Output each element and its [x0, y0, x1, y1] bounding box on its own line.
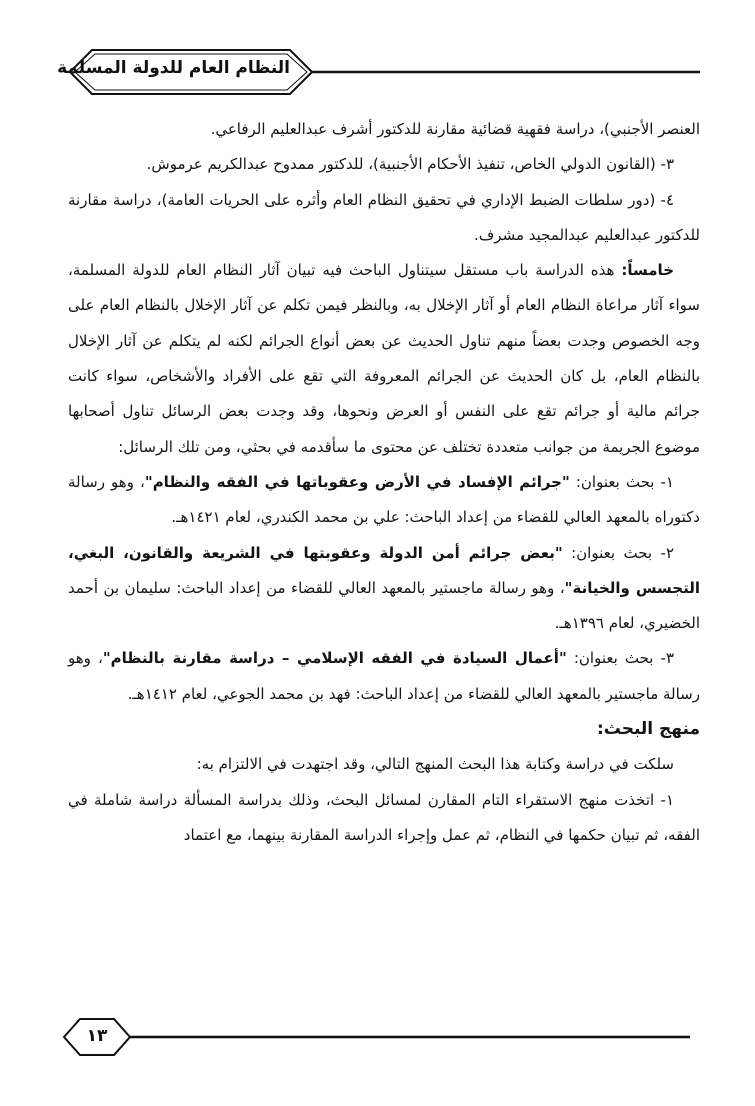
bold-text-span: "بعض جرائم أمن الدولة وعقوبتها في الشريعة والقانون، البغي، التجسس والخيانة"	[68, 543, 700, 597]
section-heading	[68, 712, 700, 747]
page-number: ١٣	[86, 1026, 108, 1046]
running-title: النظام العام للدولة المسلمة	[57, 58, 290, 78]
body-paragraph	[68, 253, 700, 465]
text-span: ، وهو رسالة ماجستير بالمعهد العالي للقضاء من إعداد الباحث: فهد بن محمد الجوعي، لعام ١٤١٢هـ.	[68, 649, 700, 703]
body-paragraph	[68, 183, 700, 254]
text-span: ٢- بحث بعنوان:	[562, 543, 674, 562]
body-paragraph	[68, 641, 700, 712]
text-span: سلكت في دراسة وكتابة هذا البحث المنهج التالي، وقد اجتهدت في الالتزام به:	[196, 755, 674, 774]
footer-ornament	[64, 1019, 690, 1055]
body-paragraph	[68, 536, 700, 642]
body-paragraph	[68, 147, 700, 182]
body-paragraph	[68, 112, 700, 147]
bold-text-span: منهج البحث:	[596, 719, 700, 740]
body-paragraph	[68, 783, 700, 854]
body-paragraph	[68, 747, 700, 782]
bold-text-span: خامساً:	[621, 261, 674, 280]
body-text	[68, 112, 700, 853]
text-span: ١- بحث بعنوان:	[569, 472, 674, 491]
bold-text-span: "أعمال السيادة في الفقه الإسلامي – دراسة مقارنة بالنظام"	[102, 649, 567, 668]
text-span: ٣- بحث بعنوان:	[566, 649, 675, 668]
body-paragraph	[68, 465, 700, 536]
text-span: ٤- (دور سلطات الضبط الإداري في تحقيق النظام العام وأثره على الحريات العامة)، دراسة مقارنة للدكتور عبدالعليم عبدالمجيد مشرف.	[68, 190, 700, 244]
text-span: ، وهو رسالة دكتوراه بالمعهد العالي للقضاء من إعداد الباحث: علي بن محمد الكندري، لعام ١٤٢١هـ.	[68, 472, 700, 527]
text-span: هذه الدراسة باب مستقل سيتناول الباحث فيه تبيان آثار النظام العام للدولة المسلمة، سواء آثار مراعاة النظام العام أو آثار الإخلال به، وبالنظر فيمن تكلم عن آثار الإخلال بالنظام العام على وجه الخصوص وجدت بعضاً منهم تناول الحديث عن بعض أنواع الجرائم لكنه لم يتكلم عن آثار الإخلال بالنظام العام، بل كان الحديث عن الجرائم المعروفة التي تقع على الأفراد والأشخاص، سواء كانت جرائم مالية أو جرائم تقع على النفس أو العرض ونحوها، وقد وجدت بعض الرسائل تناول أصحابها موضوع الجريمة من جوانب متعددة تختلف عن محتوى ما سأقدمه في بحثي، ومن تلك الرسائل:	[68, 261, 700, 456]
text-span: ، وهو رسالة ماجستير بالمعهد العالي للقضاء من إعداد الباحث: سليمان بن أحمد الخضيري، لعام ١٣٩٦هـ.	[68, 578, 700, 633]
bold-text-span: "جرائم الإفساد في الأرض وعقوباتها في الفقه والنظام"	[144, 472, 570, 491]
text-span: العنصر الأجنبي)، دراسة فقهية قضائية مقارنة للدكتور أشرف عبدالعليم الرفاعي.	[210, 120, 700, 138]
text-span: ٣- (القانون الدولي الخاص، تنفيذ الأحكام الأجنبية)، للدكتور ممدوح عبدالكريم عرموش.	[146, 155, 674, 174]
text-span: ١- اتخذت منهج الاستقراء التام المقارن لمسائل البحث، وذلك بدراسة المسألة دراسة شاملة في الفقه، ثم تبيان حكمها في النظام، ثم عمل وإجراء الدراسة المقارنة بينهما، مع اعتماد	[68, 790, 700, 844]
